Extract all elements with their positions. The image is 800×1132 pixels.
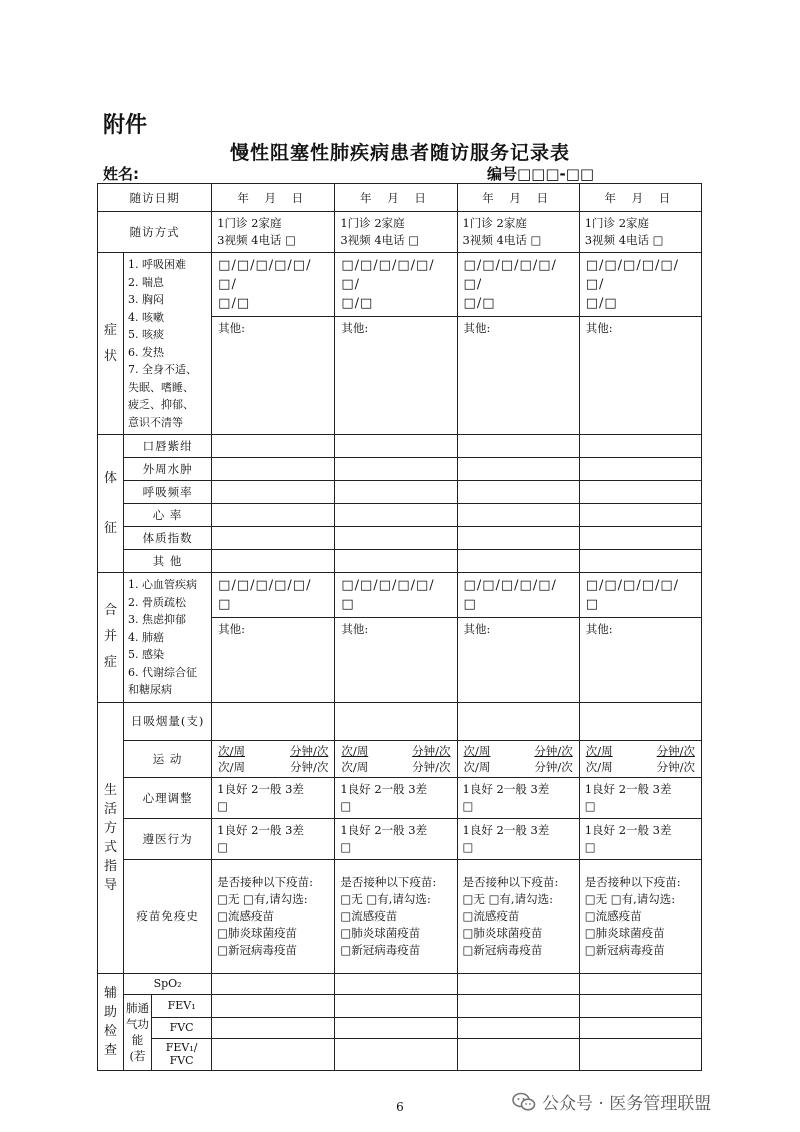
fev1-field[interactable] — [579, 994, 701, 1017]
wechat-watermark — [512, 1089, 711, 1114]
symptoms-field[interactable] — [457, 253, 579, 435]
form-title: 慢性阻塞性肺疾病患者随访服务记录表 — [229, 142, 570, 164]
sign-field[interactable] — [579, 504, 701, 527]
visit-date-field[interactable]: 年 月 日 — [212, 184, 335, 212]
sign-label: 心 率 — [124, 504, 212, 527]
fvc-field[interactable] — [457, 1017, 579, 1038]
vaccine-field[interactable]: 是否接种以下疫苗: □无 □有,请勾选: □流感疫苗 □肺炎球菌疫苗 □新冠病毒疫苗 — [579, 859, 701, 973]
compliance-field[interactable]: 1良好 2一般 3差 □ — [579, 818, 701, 859]
wechat-icon — [512, 1092, 536, 1112]
compliance-field[interactable]: 1良好 2一般 3差 □ — [335, 818, 457, 859]
compliance-label: 遵医行为 — [124, 818, 212, 859]
smoking-field[interactable] — [335, 702, 457, 740]
comorbidity-category: 合 并 症 — [98, 573, 124, 703]
smoking-field[interactable] — [212, 702, 335, 740]
spo2-row — [98, 973, 702, 994]
method-options-2: 3视频 4电话 □ — [584, 233, 664, 247]
sign-label: 外周水肿 — [124, 458, 212, 481]
psych-field[interactable]: 1良好 2一般 3差 □ — [457, 777, 579, 818]
sign-label: 呼吸频率 — [124, 481, 212, 504]
symptom-other[interactable]: 其他: — [580, 316, 701, 339]
visit-method-row — [98, 212, 702, 253]
sign-row — [98, 435, 702, 458]
attachment-label: 附件 — [103, 113, 148, 138]
psych-field[interactable]: 1良好 2一般 3差 □ — [335, 777, 457, 818]
smoking-field[interactable] — [457, 702, 579, 740]
fvc-field[interactable] — [212, 1017, 335, 1038]
comorbidity-other[interactable]: 其他: — [458, 617, 579, 640]
watermark-text: 公众号 · 医务管理联盟 — [542, 1094, 712, 1114]
comorbidity-field[interactable] — [212, 573, 335, 703]
symptom-checkboxes[interactable]: □/□/□/□/□/□/ □/□ — [585, 258, 680, 311]
lifestyle-category: 生 活 方 式 指 导 — [98, 702, 124, 973]
sign-field[interactable] — [579, 458, 701, 481]
compliance-field[interactable]: 1良好 2一般 3差 □ — [212, 818, 335, 859]
spo2-field[interactable] — [457, 973, 579, 994]
sign-label: 体质指数 — [124, 527, 212, 550]
visit-method-label: 随访方式 — [98, 212, 212, 253]
fev1-field[interactable] — [335, 994, 457, 1017]
psych-row — [98, 777, 702, 818]
followup-record-table — [97, 183, 702, 1071]
sign-field[interactable] — [335, 458, 457, 481]
compliance-field[interactable]: 1良好 2一般 3差 □ — [457, 818, 579, 859]
exercise-field[interactable]: 次/周 分钟/次 次/周 分钟/次 — [457, 740, 579, 777]
fvc-field[interactable] — [579, 1017, 701, 1038]
exercise-label: 运 动 — [124, 740, 212, 777]
comorbidity-other[interactable]: 其他: — [335, 617, 456, 640]
comorbidity-other[interactable]: 其他: — [212, 617, 334, 640]
comorbidity-checkboxes[interactable]: □/□/□/□/□/ □ — [463, 578, 557, 612]
sign-label: 口唇紫绀 — [124, 435, 212, 458]
visit-date-label: 随访日期 — [98, 184, 212, 212]
psych-field[interactable]: 1良好 2一般 3差 □ — [212, 777, 335, 818]
sign-field[interactable] — [457, 458, 579, 481]
comorbidity-other[interactable]: 其他: — [580, 617, 701, 640]
sign-field[interactable] — [457, 435, 579, 458]
exercise-field[interactable]: 次/周 分钟/次 次/周 分钟/次 — [579, 740, 701, 777]
symptom-other[interactable]: 其他: — [335, 316, 456, 339]
sign-field[interactable] — [457, 550, 579, 573]
method-options-2: 3视频 4电话 □ — [217, 233, 296, 247]
fvc-field[interactable] — [335, 1017, 457, 1038]
visit-date-field[interactable]: 年 月 日 — [579, 184, 701, 212]
smoking-row — [98, 702, 702, 740]
sign-field[interactable] — [457, 527, 579, 550]
page-number: 6 — [396, 1100, 404, 1114]
method-options-1: 1门诊 2家庭 — [462, 216, 527, 230]
symptoms-field[interactable] — [579, 253, 701, 435]
symptom-other[interactable]: 其他: — [458, 316, 579, 339]
symptom-checkboxes[interactable]: □/□/□/□/□/□/ □/□ — [218, 258, 312, 311]
patient-name-label: 姓名: — [103, 165, 139, 183]
method-options-1: 1门诊 2家庭 — [340, 216, 405, 230]
sign-field[interactable] — [212, 435, 335, 458]
auxiliary-category: 辅 助 检 查 — [98, 973, 124, 1070]
symptoms-field[interactable] — [212, 253, 335, 435]
method-options-2: 3视频 4电话 □ — [340, 233, 420, 247]
vaccine-label: 疫苗免疫史 — [124, 859, 212, 973]
sign-field[interactable] — [457, 504, 579, 527]
fev1-fvc-field[interactable] — [579, 1038, 701, 1070]
visit-date-field[interactable]: 年 月 日 — [335, 184, 457, 212]
fev1-fvc-field[interactable] — [212, 1038, 335, 1070]
comorbidity-checkboxes[interactable]: □/□/□/□/□/ □ — [218, 578, 312, 612]
smoking-label: 日吸烟量(支) — [124, 702, 212, 740]
comorbidity-checkboxes[interactable]: □/□/□/□/□/ □ — [341, 578, 435, 612]
comorbidity-field[interactable] — [579, 573, 701, 703]
sign-field[interactable] — [579, 550, 701, 573]
fev1-fvc-field[interactable] — [335, 1038, 457, 1070]
sign-row — [98, 550, 702, 573]
signs-category: 体 征 — [98, 435, 124, 573]
sign-field[interactable] — [335, 481, 457, 504]
sign-field[interactable] — [335, 504, 457, 527]
symptoms-field[interactable] — [335, 253, 457, 435]
exercise-row — [98, 740, 702, 777]
sign-field[interactable] — [579, 481, 701, 504]
sign-field[interactable] — [212, 458, 335, 481]
fev1-fvc-label: FEV₁/ FVC — [152, 1038, 212, 1070]
smoking-field[interactable] — [579, 702, 701, 740]
symptoms-row — [98, 253, 702, 435]
sign-row — [98, 527, 702, 550]
visit-method-field[interactable] — [335, 212, 457, 253]
visit-date-field[interactable]: 年 月 日 — [457, 184, 579, 212]
method-options-1: 1门诊 2家庭 — [217, 216, 282, 230]
method-options-1: 1门诊 2家庭 — [584, 216, 650, 230]
fev1-field[interactable] — [457, 994, 579, 1017]
sign-field[interactable] — [579, 435, 701, 458]
comorbidity-field[interactable] — [457, 573, 579, 703]
lung-function-label: 肺通 气功 能 (若 — [124, 994, 152, 1070]
symptom-checkboxes[interactable]: □/□/□/□/□/□/ □/□ — [463, 258, 557, 311]
sign-field[interactable] — [212, 527, 335, 550]
fvc-label: FVC — [152, 1017, 212, 1038]
comorbidity-row — [98, 573, 702, 703]
psych-field[interactable]: 1良好 2一般 3差 □ — [579, 777, 701, 818]
sign-field[interactable] — [335, 435, 457, 458]
spo2-field[interactable] — [212, 973, 335, 994]
psych-label: 心理调整 — [124, 777, 212, 818]
visit-method-field[interactable] — [579, 212, 701, 253]
fev1-field[interactable] — [212, 994, 335, 1017]
comorbidity-field[interactable] — [335, 573, 457, 703]
symptoms-list: 1. 呼吸困难 2. 喘息 3. 胸闷 4. 咳嗽 5. 咳痰 6. 发热 7. 全身不适、 失眠、嗜睡、 疲乏、抑郁、 意识不清等 — [124, 253, 212, 435]
sign-label: 其 他 — [124, 550, 212, 573]
sign-field[interactable] — [335, 527, 457, 550]
sign-field[interactable] — [212, 504, 335, 527]
vaccine-field[interactable]: 是否接种以下疫苗: □无 □有,请勾选: □流感疫苗 □肺炎球菌疫苗 □新冠病毒疫苗 — [457, 859, 579, 973]
fvc-row — [98, 1017, 702, 1038]
sign-row — [98, 504, 702, 527]
visit-method-field[interactable] — [212, 212, 335, 253]
comorbidity-checkboxes[interactable]: □/□/□/□/□/ □ — [585, 578, 680, 612]
method-options-2: 3视频 4电话 □ — [462, 233, 542, 247]
serial-number-label: 编号□□□-□□ — [487, 165, 595, 183]
visit-date-row — [98, 184, 702, 212]
spo2-field[interactable] — [579, 973, 701, 994]
fev1-label: FEV₁ — [152, 994, 212, 1017]
vaccine-field[interactable]: 是否接种以下疫苗: □无 □有,请勾选: □流感疫苗 □肺炎球菌疫苗 □新冠病毒疫苗 — [335, 859, 457, 973]
comorbidity-list: 1. 心血管疾病 2. 骨质疏松 3. 焦虑抑郁 4. 肺癌 5. 感染 6. 代谢综合征 和糖尿病 — [124, 573, 212, 703]
exercise-field[interactable]: 次/周 分钟/次 次/周 分钟/次 — [335, 740, 457, 777]
sign-field[interactable] — [212, 481, 335, 504]
symptom-other[interactable]: 其他: — [212, 316, 334, 339]
compliance-row — [98, 818, 702, 859]
vaccine-row — [98, 859, 702, 973]
sign-field[interactable] — [457, 481, 579, 504]
symptoms-category: 症 状 — [98, 253, 124, 435]
symptom-checkboxes[interactable]: □/□/□/□/□/□/ □/□ — [341, 258, 435, 311]
sign-field[interactable] — [335, 550, 457, 573]
sign-field[interactable] — [579, 527, 701, 550]
fev1-fvc-field[interactable] — [457, 1038, 579, 1070]
spo2-label: SpO₂ — [124, 973, 212, 994]
visit-method-field[interactable] — [457, 212, 579, 253]
fev1-fvc-row — [98, 1038, 702, 1070]
exercise-field[interactable]: 次/周 分钟/次 次/周 分钟/次 — [212, 740, 335, 777]
spo2-field[interactable] — [335, 973, 457, 994]
vaccine-field[interactable]: 是否接种以下疫苗: □无 □有,请勾选: □流感疫苗 □肺炎球菌疫苗 □新冠病毒疫苗 — [212, 859, 335, 973]
fev1-row — [98, 994, 702, 1017]
sign-field[interactable] — [212, 550, 335, 573]
sign-row — [98, 481, 702, 504]
sign-row — [98, 458, 702, 481]
